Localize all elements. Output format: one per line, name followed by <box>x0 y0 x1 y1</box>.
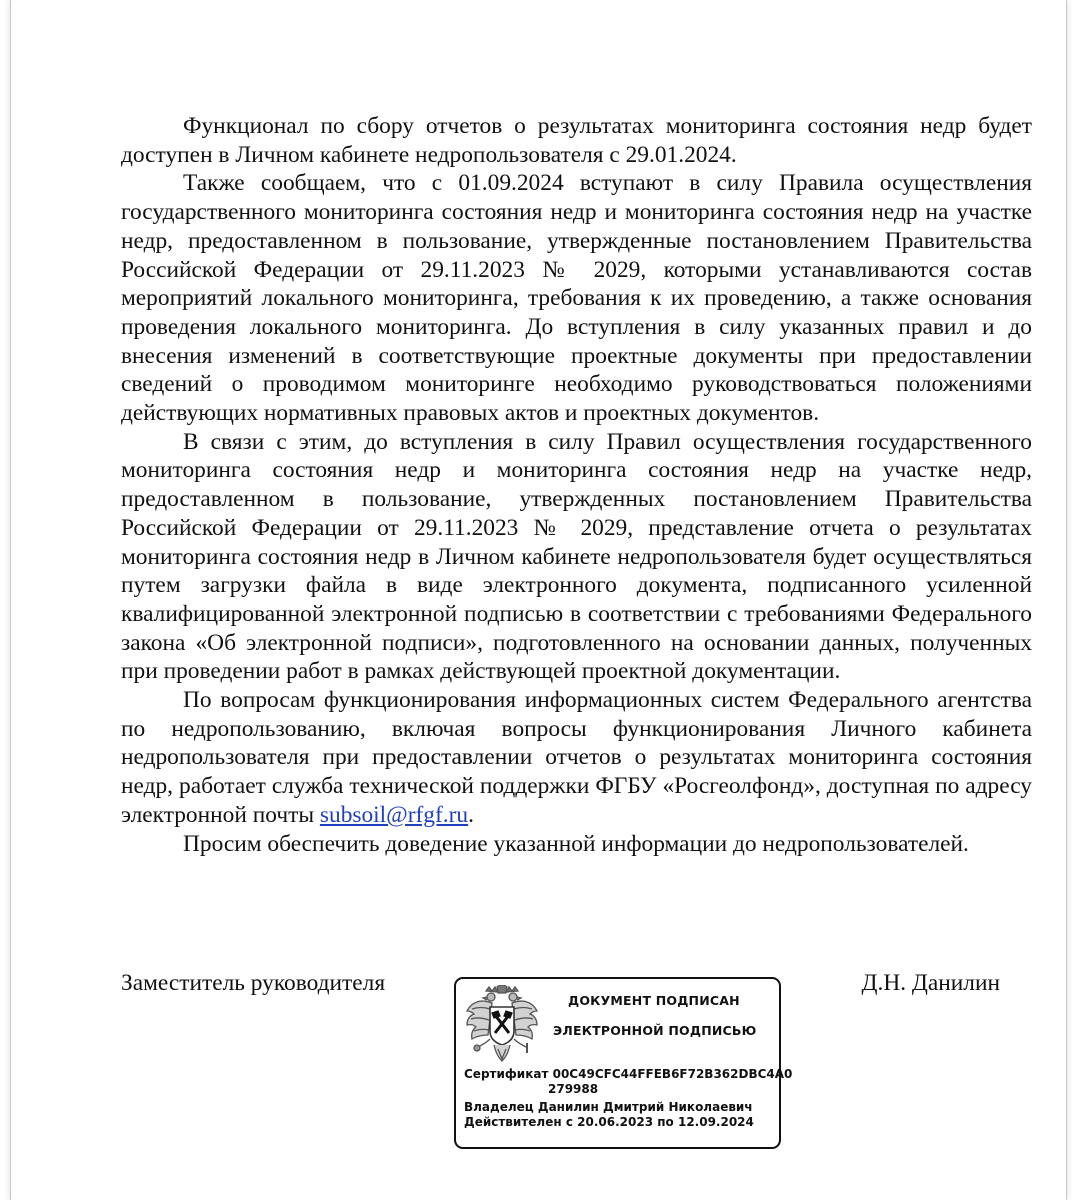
paragraph-monitoring-rules: Также сообщаем, что с 01.09.2024 вступают в силу Правила осуществления государственного мониторинга состояния недр и мониторинга состояния недр на участке недр, предоставленном в пользование, утвержденные постановлением Правительства Российской Федерации от 29.11.2023 № 2029, которыми устанавливаются состав мероприятий локального мониторинга, требования к их проведению, а также основания проведения локального мониторинга. До вступления в силу указанных правил и до внесения изменений в соответствующие проектные документы при предоставлении сведений о проводимом мониторинге необходимо руководствоваться положениями действующих нормативных правовых актов и проектных документов. <box>121 170 1032 427</box>
double-headed-eagle-emblem-icon <box>464 985 540 1069</box>
paragraph-technical-support <box>121 686 1032 830</box>
stamp-certificate-number-part1: 00C49CFC44FFEB6F72B362DBC4A0 <box>552 1067 793 1081</box>
stamp-certificate <box>464 1067 792 1097</box>
signatory-position: Заместитель руководителя <box>121 970 386 996</box>
signatory-name: Д.Н. Данилин <box>861 970 1000 996</box>
paragraph-functional-availability: Функционал по сбору отчетов о результатах мониторинга состояния недр будет доступен в Личном кабинете недропользователя с 29.01.2024. <box>121 113 1032 168</box>
document-body <box>121 112 1032 858</box>
support-suffix: . <box>468 801 474 828</box>
stamp-certificate-number-part2: 279988 <box>548 1082 599 1096</box>
support-email-link[interactable]: subsoil@rfgf.ru <box>319 801 469 828</box>
stamp-title-line1: ДОКУМЕНТ ПОДПИСАН <box>568 993 740 1008</box>
stamp-validity <box>464 1115 754 1130</box>
stamp-valid-from: 20.06.2023 <box>577 1115 654 1129</box>
stamp-owner-name: Данилин Дмитрий Николаевич <box>537 1100 753 1114</box>
electronic-signature-stamp <box>454 977 793 1149</box>
paragraph-report-submission: В связи с этим, до вступления в силу Правил осуществления государственного мониторинга состояния недр и мониторинга состояния недр на участке недр, предоставленном в пользование, утвержденных постановлением Правительства Российской Федерации от 29.11.2023 № 2029, представление отчета о результатах мониторинга состояния недр в Личном кабинете недропользователя будет осуществляться путем загрузки файла в виде электронного документа, подписанного усиленной квалифицированной электронной подписью в соответствии с требованиями Федерального закона «Об электронной подписи», подготовленного на основании данных, полученных при проведении работ в рамках действующей проектной документации. <box>121 428 1032 685</box>
stamp-title-line2: ЭЛЕКТРОННОЙ ПОДПИСЬЮ <box>553 1023 757 1038</box>
stamp-owner-label: Владелец <box>464 1100 534 1114</box>
document-page <box>10 0 1067 1200</box>
stamp-valid-to: 12.09.2024 <box>677 1115 754 1129</box>
stamp-owner <box>464 1100 753 1115</box>
stamp-valid-from-label: с <box>565 1115 573 1129</box>
stamp-valid-label: Действителен <box>464 1115 562 1129</box>
support-text: По вопросам функционирования информационных систем Федерального агентства по недропользованию, включая вопросы функционирования Личного кабинета недропользователя при предоставлении отчетов о результатах мониторинга состояния недр, работает служба технической поддержки ФГБУ «Росгеолфонд», доступная по адресу электронной почты <box>121 687 1032 828</box>
stamp-valid-to-label: по <box>657 1115 674 1129</box>
paragraph-closing-request: Просим обеспечить доведение указанной информации до недропользователей. <box>183 830 969 857</box>
stamp-certificate-label: Сертификат <box>464 1067 549 1081</box>
